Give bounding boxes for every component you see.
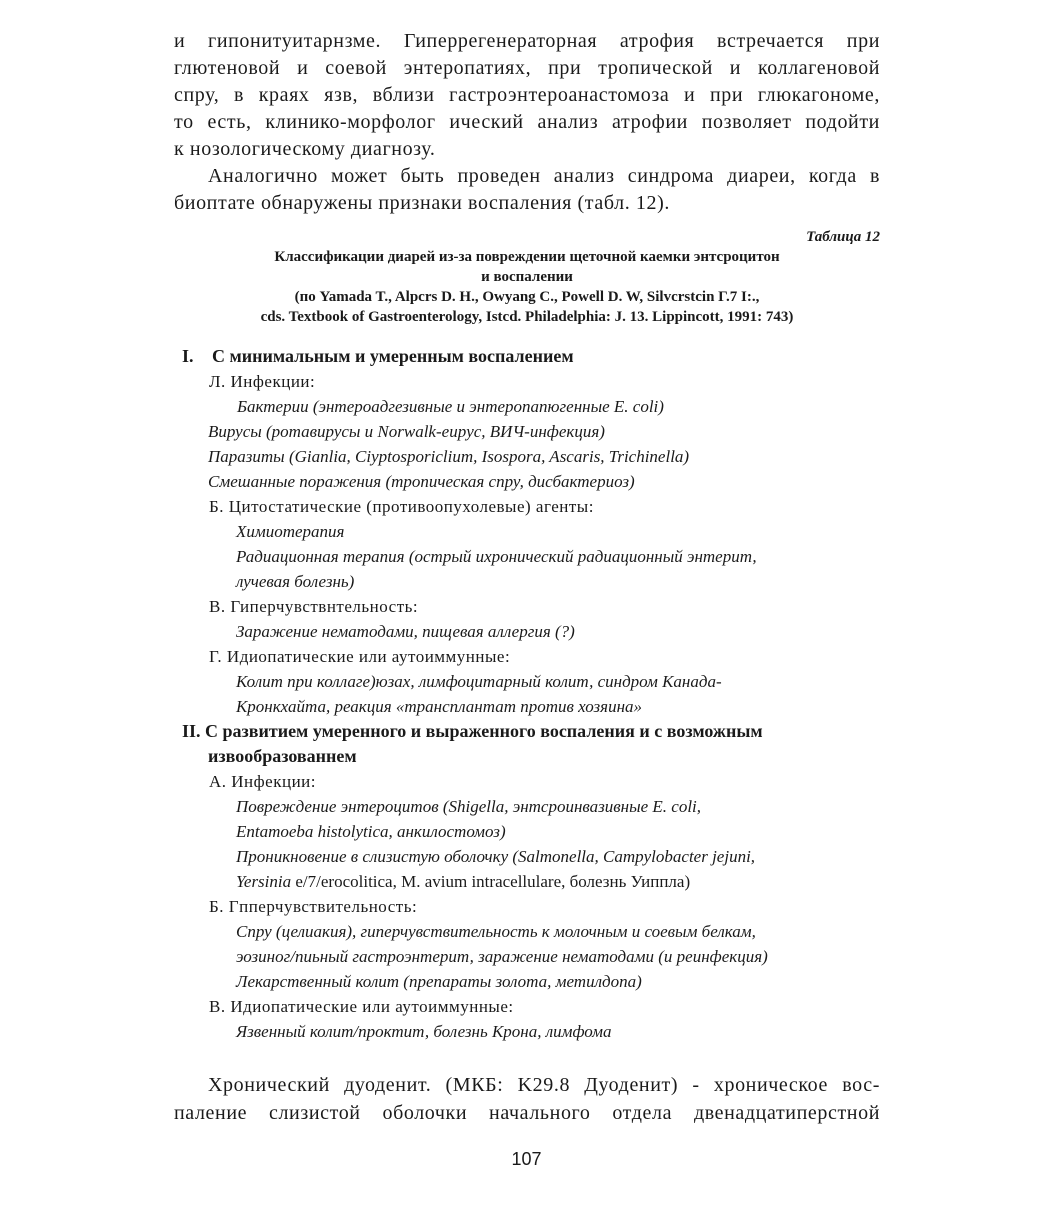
intro-paragraph	[174, 28, 880, 163]
list-item: Радиационная терапия (острый ихронический радиационный энтерит,	[236, 547, 757, 566]
table-source	[174, 287, 880, 327]
section-heading	[182, 719, 880, 769]
list-item: Проникновение в слизистую оболочку (Salmonella, Campylobacter jejuni,	[236, 847, 756, 866]
list-item-italic: Yersinia	[236, 872, 292, 891]
subsection-heading: В. Гиперчувствнтельность:	[209, 597, 419, 616]
list-item: Смешанные поражения (тропическая спру, дисбактериоз)	[208, 472, 635, 491]
text-line: Аналогично может быть проведен анализ синдрома диареи, когда в	[208, 165, 880, 187]
classification-list	[174, 344, 880, 1044]
subsection-heading: Г. Идиопатические или аутоиммунные:	[209, 647, 511, 666]
list-item: Лекарственный колит (препараты золота, метилдопа)	[236, 972, 642, 991]
text-line: Хронический дуоденит. (МКБ: K29.8 Дуоденит) - хроническое вос-	[208, 1074, 880, 1096]
analog-paragraph	[174, 163, 880, 217]
table-title	[174, 247, 880, 287]
list-item: Заражение нематодами, пищевая аллергия (?)	[236, 622, 575, 641]
list-item-rest: e/7/erocolitica, M. avium intracellulare, болезнь Уиппла)	[291, 872, 691, 891]
list-item: Колит при коллаге)юзах, лимфоцитарный колит, синдром Канада-	[236, 672, 722, 691]
subsection-heading: Б. Гпперчувствительность:	[209, 897, 418, 916]
subsection-heading: Л. Инфекции:	[209, 372, 316, 391]
bottom-paragraph	[174, 1071, 880, 1127]
page-body	[174, 28, 880, 1044]
list-item: лучевая болезнь)	[236, 572, 355, 591]
list-item: Повреждение энтероцитов (Shigella, энтсроинвазивные E. coli,	[236, 797, 702, 816]
table-label: Таблица 12	[806, 229, 880, 245]
section-title: С развитием умеренного и выраженного воспаления и с возможным	[205, 721, 763, 741]
text-line: глютеновой и соевой энтеропатиях, при тропической и коллагеновой	[174, 57, 880, 79]
subsection-heading: В. Идиопатические или аутоиммунные:	[209, 997, 514, 1016]
subsection-heading: А. Инфекции:	[209, 772, 316, 791]
text-line: паление слизистой оболочки начального отдела двенадцатиперстной	[174, 1102, 880, 1124]
section-number: I.	[182, 346, 194, 366]
subsection-heading: Б. Цитостатические (противоопухолевые) агенты:	[209, 497, 594, 516]
list-item: Кронкхайта, реакция «трансплантат против хозяина»	[236, 697, 642, 716]
list-item: Бактерии (энтероадгезивные и энтеропапюгенные E. coli)	[237, 397, 664, 416]
list-item: Вирусы (ротавирусы и Norwalk-eupyc, ВИЧ-инфекция)	[208, 422, 605, 441]
text-line: к нозологическому диагнозу.	[174, 138, 436, 160]
list-item	[236, 869, 880, 894]
section-title-continued: извообразованнем	[208, 746, 357, 766]
section-number: II.	[182, 721, 201, 741]
text-line: спру, в краях язв, вблизи гастроэнтероанастомоза и при глюкагономе,	[174, 84, 880, 106]
list-item: Химиотерапия	[236, 522, 345, 541]
section-title: С минимальным и умеренным воспалением	[212, 346, 574, 366]
list-item: Язвенный колит/проктит, болезнь Крона, лимфома	[236, 1022, 612, 1041]
list-item: эозиног/пиьный гастроэнтерит, заражение нематодами (и реинфекция)	[236, 947, 768, 966]
text-line: то есть, клинико-морфолог ический анализ атрофии позволяет подойти	[174, 111, 880, 133]
table-title-line: Классификации диарей из-за повреждении щеточной каемки энтсроцитон	[274, 249, 780, 265]
text-line: биоптате обнаружены признаки воспаления (табл. 12).	[174, 192, 670, 214]
list-item: Entamoeba histolytica, анкилостомоз)	[236, 822, 506, 841]
table-title-line: и воспалении	[481, 269, 573, 285]
section-heading	[174, 344, 880, 369]
bottom-text	[174, 1071, 880, 1127]
table-source-line: cds. Textbook of Gastroenterology, Istcd. Philadelphia: J. 13. Lippincott, 1991: 743)	[260, 309, 794, 325]
text-line: и гипонитуитарнзме. Гиперрегенераторная атрофия встречается при	[174, 30, 880, 52]
page-number: 107	[511, 1149, 542, 1169]
list-item: Паразиты (Gianlia, Ciyptosporiclium, Isospora, Ascaris, Trichinella)	[208, 447, 690, 466]
table-source-line: (по Yamada T., Alpcrs D. H., Owyang C., Powell D. W, Silvcrstcin Г.7 I:.,	[294, 289, 760, 305]
list-item: Спру (целиакия), гиперчувствительность к молочным и соевым белкам,	[236, 922, 756, 941]
